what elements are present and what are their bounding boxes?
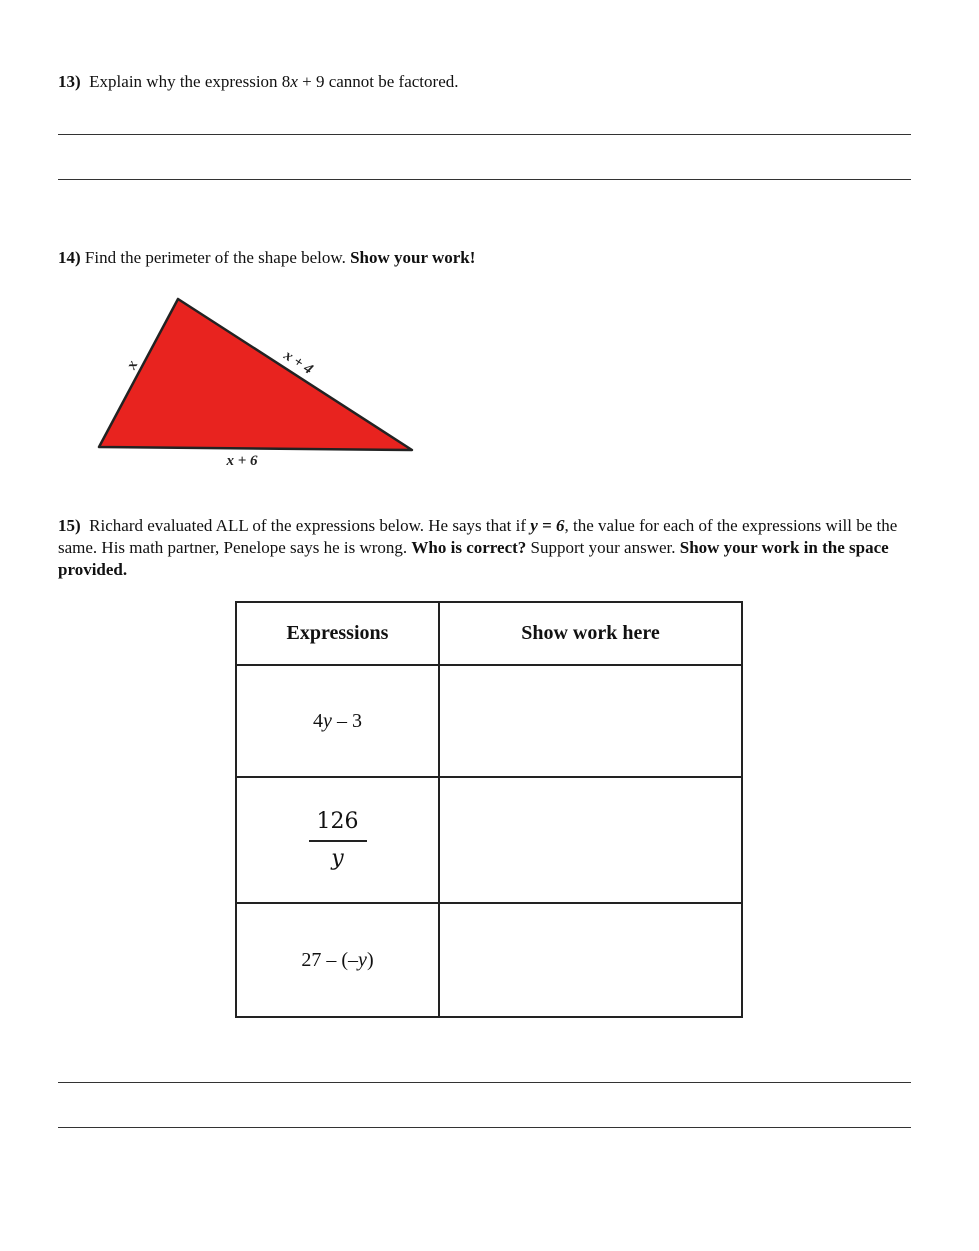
question-14	[58, 247, 918, 269]
table-header-row	[236, 602, 742, 665]
table-row	[236, 777, 742, 903]
question-text: Explain why the expression 8	[89, 72, 291, 91]
question-number: 14)	[58, 248, 81, 267]
triangle-figure	[90, 290, 430, 480]
question-text-end: + 9 cannot be factored.	[297, 72, 459, 91]
question-text: Richard evaluated ALL of the expressions below. He says that if	[89, 516, 531, 535]
condition: y = 6	[530, 516, 565, 535]
answer-line[interactable]	[58, 134, 911, 135]
table-row	[236, 665, 742, 777]
question-number: 13)	[58, 72, 81, 91]
work-cell[interactable]	[439, 777, 742, 903]
expression-cell	[236, 777, 439, 903]
side-label-bottom: x + 6	[226, 453, 258, 469]
variable-x: x	[290, 72, 298, 91]
question-instruction: Show your work in the space provided.	[58, 538, 889, 579]
side-label-right: x + 4	[280, 347, 316, 378]
fraction	[309, 809, 367, 871]
question-13	[58, 71, 918, 93]
work-cell[interactable]	[439, 665, 742, 777]
answer-line[interactable]	[58, 179, 911, 180]
triangle-shape	[99, 299, 412, 450]
question-number: 15)	[58, 516, 81, 535]
question-text: Find the perimeter of the shape below.	[80, 248, 351, 267]
header-expressions: Expressions	[236, 602, 439, 665]
question-text-2: , the value for each of the expressions will be the same. His math partner, Penelope says he is wrong.	[58, 516, 898, 557]
question-ask: Who is correct?	[411, 538, 527, 557]
question-15	[58, 515, 918, 581]
answer-line[interactable]	[58, 1127, 911, 1128]
answer-line[interactable]	[58, 1082, 911, 1083]
question-text-3: Support your answer.	[526, 538, 680, 557]
header-show-work: Show work here	[439, 602, 742, 665]
expression-cell: 27 – (–y)	[236, 903, 439, 1017]
table-row	[236, 903, 742, 1017]
expression-cell: 4y – 3	[236, 665, 439, 777]
fraction-denominator: y	[331, 846, 344, 871]
fraction-numerator: 126	[309, 809, 367, 842]
work-cell[interactable]	[439, 903, 742, 1017]
question-emphasis: Show your work!	[350, 248, 476, 267]
work-table	[235, 601, 743, 1018]
side-label-left: x	[123, 358, 142, 373]
